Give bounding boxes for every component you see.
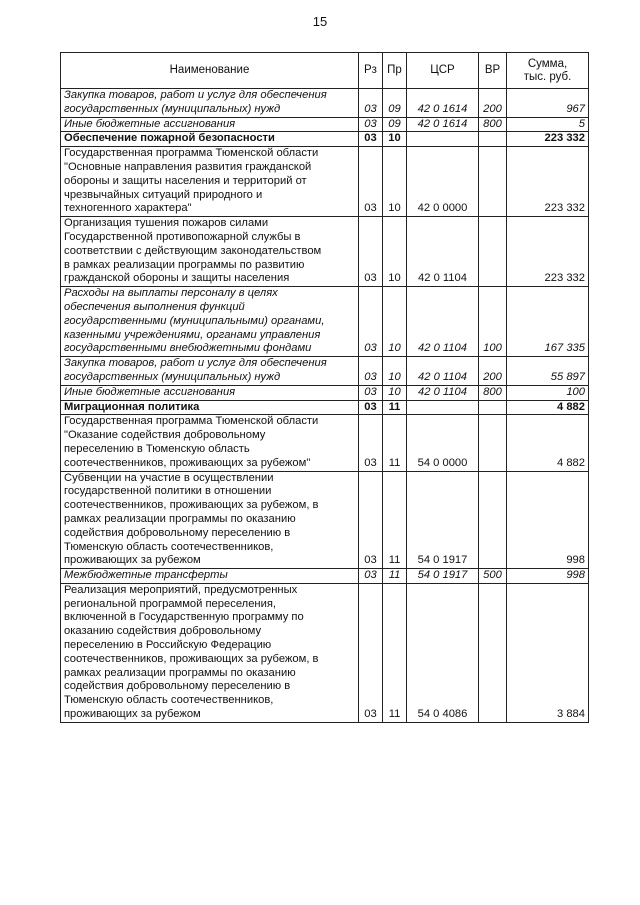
table-row (61, 217, 589, 287)
row-csr-cell: 42 0 1104 (407, 287, 479, 357)
row-sum-cell: 4 882 (507, 400, 589, 415)
row-vr-cell (479, 583, 507, 722)
row-vr-cell: 800 (479, 117, 507, 132)
table-row (61, 89, 589, 118)
row-name-cell: Обеспечение пожарной безопасности (61, 132, 359, 147)
header-sum: Сумма, тыс. руб. (507, 53, 589, 89)
row-pr-cell: 10 (383, 287, 407, 357)
row-sum-cell: 4 882 (507, 415, 589, 471)
table-row (61, 400, 589, 415)
row-name-cell: Государственная программа Тюменской области "Основные направления развития гражданской обороны и защиты населения и территорий от чрезвычайных ситуаций природного и техногенного характера" (61, 147, 359, 217)
row-csr-cell: 54 0 4086 (407, 583, 479, 722)
row-name-cell: Закупка товаров, работ и услуг для обеспечения государственных (муниципальных) нужд (61, 357, 359, 386)
row-rz-cell: 03 (359, 400, 383, 415)
row-sum-cell: 998 (507, 569, 589, 584)
row-pr-cell: 11 (383, 569, 407, 584)
row-csr-cell (407, 132, 479, 147)
row-vr-cell: 500 (479, 569, 507, 584)
row-name-cell: Иные бюджетные ассигнования (61, 385, 359, 400)
row-name-cell: Реализация мероприятий, предусмотренных региональной программой переселения, включенной в Государственную программу по оказанию содействия добровольному переселению в Российскую Федерацию соотечественников, проживающих за рубежом, в рамках реализации программы по оказанию содействия добровольному переселению в Тюменскую область соотечественников, проживающих за рубежом (61, 583, 359, 722)
row-csr-cell: 42 0 1614 (407, 117, 479, 132)
row-sum-cell: 223 332 (507, 132, 589, 147)
table-row (61, 583, 589, 722)
header-name: Наименование (61, 53, 359, 89)
header-csr: ЦСР (407, 53, 479, 89)
row-rz-cell: 03 (359, 117, 383, 132)
row-pr-cell: 10 (383, 217, 407, 287)
row-sum-cell: 55 897 (507, 357, 589, 386)
row-vr-cell (479, 132, 507, 147)
row-vr-cell (479, 217, 507, 287)
row-rz-cell: 03 (359, 132, 383, 147)
row-sum-cell: 3 884 (507, 583, 589, 722)
row-rz-cell: 03 (359, 217, 383, 287)
row-rz-cell: 03 (359, 147, 383, 217)
row-rz-cell: 03 (359, 385, 383, 400)
row-name-cell: Закупка товаров, работ и услуг для обеспечения государственных (муниципальных) нужд (61, 89, 359, 118)
table-row (61, 415, 589, 471)
row-name-cell: Иные бюджетные ассигнования (61, 117, 359, 132)
budget-table (60, 52, 589, 723)
row-name-cell: Расходы на выплаты персоналу в целях обеспечения выполнения функций государственными (муниципальными) органами, казенными учреждениями, органами управления государственными внебюджетными фондами (61, 287, 359, 357)
row-rz-cell: 03 (359, 569, 383, 584)
table-row (61, 147, 589, 217)
row-csr-cell (407, 400, 479, 415)
header-vr: ВР (479, 53, 507, 89)
row-vr-cell (479, 400, 507, 415)
row-csr-cell: 54 0 1917 (407, 569, 479, 584)
row-csr-cell: 54 0 0000 (407, 415, 479, 471)
table-row (61, 287, 589, 357)
row-rz-cell: 03 (359, 357, 383, 386)
row-csr-cell: 42 0 1104 (407, 217, 479, 287)
row-rz-cell: 03 (359, 415, 383, 471)
row-rz-cell: 03 (359, 583, 383, 722)
row-rz-cell: 03 (359, 471, 383, 569)
row-name-cell: Миграционная политика (61, 400, 359, 415)
table-row (61, 357, 589, 386)
header-pr: Пр (383, 53, 407, 89)
table-row (61, 132, 589, 147)
row-pr-cell: 10 (383, 385, 407, 400)
page-number: 15 (312, 14, 328, 29)
row-vr-cell (479, 471, 507, 569)
table-row (61, 385, 589, 400)
row-vr-cell: 200 (479, 89, 507, 118)
row-sum-cell: 223 332 (507, 147, 589, 217)
row-sum-cell: 223 332 (507, 217, 589, 287)
table-row (61, 117, 589, 132)
table-row (61, 471, 589, 569)
row-vr-cell: 800 (479, 385, 507, 400)
row-sum-cell: 967 (507, 89, 589, 118)
row-pr-cell: 11 (383, 400, 407, 415)
row-pr-cell: 11 (383, 471, 407, 569)
row-pr-cell: 09 (383, 117, 407, 132)
row-vr-cell: 100 (479, 287, 507, 357)
row-sum-cell: 167 335 (507, 287, 589, 357)
row-sum-cell: 998 (507, 471, 589, 569)
row-csr-cell: 42 0 0000 (407, 147, 479, 217)
row-sum-cell: 100 (507, 385, 589, 400)
header-rz: Рз (359, 53, 383, 89)
row-name-cell: Межбюджетные трансферты (61, 569, 359, 584)
row-rz-cell: 03 (359, 89, 383, 118)
row-vr-cell (479, 415, 507, 471)
row-rz-cell: 03 (359, 287, 383, 357)
table-row (61, 569, 589, 584)
row-vr-cell (479, 147, 507, 217)
row-csr-cell: 54 0 1917 (407, 471, 479, 569)
row-pr-cell: 11 (383, 415, 407, 471)
row-csr-cell: 42 0 1104 (407, 357, 479, 386)
row-sum-cell: 5 (507, 117, 589, 132)
row-pr-cell: 10 (383, 147, 407, 217)
row-vr-cell: 200 (479, 357, 507, 386)
row-csr-cell: 42 0 1104 (407, 385, 479, 400)
row-pr-cell: 11 (383, 583, 407, 722)
row-name-cell: Государственная программа Тюменской области "Оказание содействия добровольному переселению в Тюменскую область соотечественников, проживающих за рубежом" (61, 415, 359, 471)
row-name-cell: Организация тушения пожаров силами Государственной противопожарной службы в соответствии с действующим законодательством в рамках реализации программы по развитию гражданской обороны и защиты населения (61, 217, 359, 287)
row-name-cell: Субвенции на участие в осуществлении государственной политики в отношении соотечественников, проживающих за рубежом, в рамках реализации программы по оказанию содействия добровольному переселению в Тюменскую область соотечественников, проживающих за рубежом (61, 471, 359, 569)
row-pr-cell: 10 (383, 357, 407, 386)
table-header-row (61, 53, 589, 89)
row-pr-cell: 10 (383, 132, 407, 147)
row-pr-cell: 09 (383, 89, 407, 118)
row-csr-cell: 42 0 1614 (407, 89, 479, 118)
